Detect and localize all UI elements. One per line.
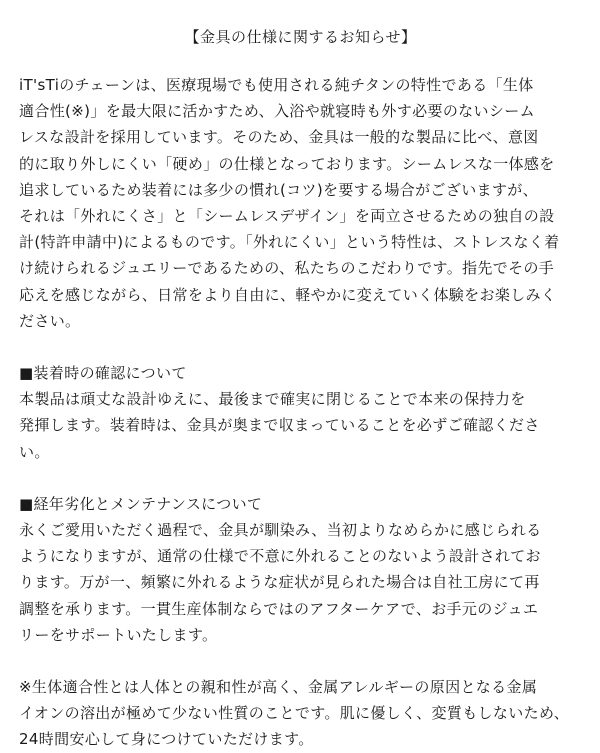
footnote-biocompatibility: ※生体適合性とは人体との親和性が高く、金属アレルギーの原因となる金属 イオンの溶出が極めて少ない性質のことです。肌に優しく、変質もしないため、 24時間安心して身につけていただけます。 bbox=[19, 678, 570, 749]
intro-paragraph: iT'sTiのチェーンは、医療現場でも使用される純チタンの特性である「生体 適合性(※)」を最大限に活かすため、入浴や就寝時も外す必要のないシーム レスな設計を採用しています。そのため、金具は一般的な製品に比べ、意図 的に取り外しにくい「硬め」の仕様となっております。シームレスな一体感を 追求しているため装着には多少の慣れ(コツ)を要する場合がございますが、 それは「外れにくさ」と「シームレスデザイン」を両立させるための独自の設 計(特許申請中)によるものです。「外れにくい」という特性は、ストレスなく着 け続けられるジュエリーであるための、私たちのこだわりです。指先でその手 応えを感じながら、日常をより自由に、軽やかに変えていく体験をお楽しみく ださい。 bbox=[19, 76, 560, 330]
spacer bbox=[19, 334, 582, 360]
spacer bbox=[19, 648, 582, 674]
spacer bbox=[19, 465, 582, 491]
section-body-fitting-check: 本製品は頑丈な設計ゆえに、最後まで確実に閉じることで本来の保持力を 発揮します。装着時は、金具が奥まで収まっていることを必ずご確認くださ い。 bbox=[19, 390, 540, 461]
section-heading-fitting-check: ■装着時の確認について bbox=[19, 364, 187, 383]
section-body-maintenance: 永くご愛用いただく過程で、金具が馴染み、当初よりなめらかに感じられる ようになりますが、通常の仕様で不意に外れることのないよう設計されてお ります。万が一、頻繁に外れるような症状が見られた場合は自社工房にて再 調整を承ります。一貫生産体制ならではのアフターケアで、お手元のジュエ リーをサポートいたします。 bbox=[19, 521, 542, 644]
document-title: 【金具の仕様に関するお知らせ】 bbox=[184, 28, 417, 46]
section-heading-maintenance: ■経年劣化とメンテナンスについて bbox=[19, 494, 263, 513]
